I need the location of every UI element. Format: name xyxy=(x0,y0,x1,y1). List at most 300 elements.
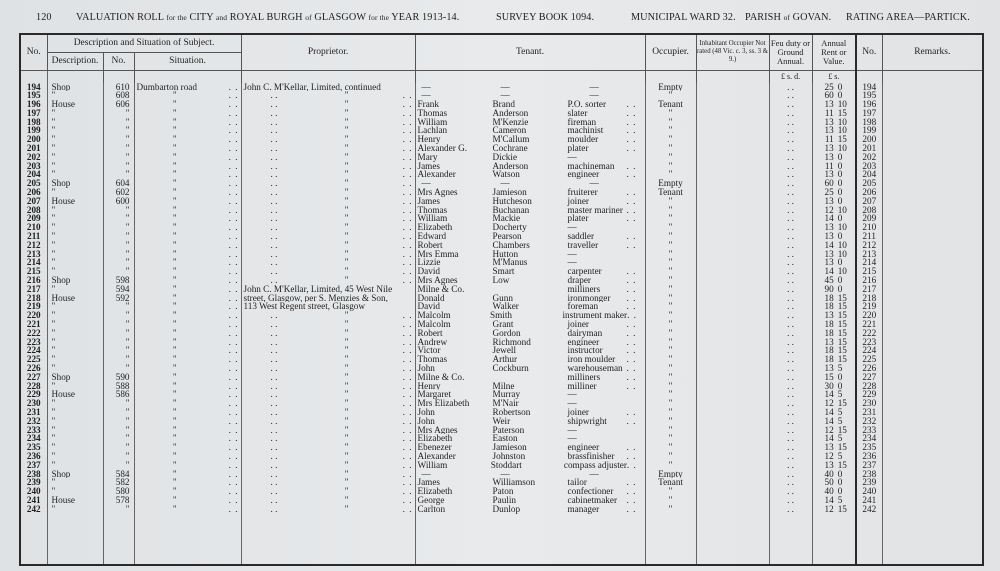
row-number-right: 204 xyxy=(856,170,882,179)
street-number: 606 xyxy=(103,100,134,109)
tenant-occupation: — xyxy=(567,390,577,400)
proprietor-ditto xyxy=(244,329,413,338)
tenant-surname: Dickie xyxy=(492,152,518,162)
tenant-first-name: Thomas xyxy=(417,108,448,118)
row-number: 194 xyxy=(20,83,47,92)
table-row xyxy=(20,496,983,505)
street-number: " xyxy=(103,417,134,426)
occupier: " xyxy=(645,109,696,118)
annual-rent xyxy=(812,162,856,171)
leader-dots: . . xyxy=(228,381,239,391)
tenant-wrap xyxy=(418,426,643,435)
proprietor-ditto xyxy=(244,382,413,391)
annual-rent xyxy=(812,382,856,391)
rent-shillings: 0 xyxy=(837,284,843,294)
rent-wrap xyxy=(813,505,856,514)
row-number-right: 216 xyxy=(856,276,882,285)
street-number: 590 xyxy=(103,373,134,382)
inhabitant-occupier xyxy=(696,311,769,320)
tenant-first-name: Victor xyxy=(417,346,441,356)
table-row xyxy=(20,390,983,399)
tenant-wrap xyxy=(418,197,643,206)
tenant xyxy=(415,91,645,100)
tenant-surname: Hutton xyxy=(492,249,519,259)
leader-dots: . . xyxy=(270,170,278,180)
rent-pounds: 12 xyxy=(824,399,834,408)
leader-dots xyxy=(627,223,643,232)
feu-duty: . . xyxy=(769,153,812,162)
proprietor xyxy=(241,179,415,188)
situation-text: " xyxy=(172,390,177,400)
rent-wrap xyxy=(813,258,856,267)
row-number: 237 xyxy=(20,461,47,470)
proprietor xyxy=(241,373,415,382)
table-row xyxy=(20,100,983,109)
remarks xyxy=(882,417,983,426)
situation-text: Dumbarton road xyxy=(136,82,197,92)
proprietor xyxy=(241,206,415,215)
tenant-occupation: confectioner xyxy=(567,487,614,496)
inhabitant-occupier xyxy=(696,329,769,338)
proprietor-ditto xyxy=(244,470,413,479)
rent-shillings: 10 xyxy=(837,144,847,153)
proprietor xyxy=(241,285,415,294)
feu-duty: . . xyxy=(769,162,812,171)
proprietor-text: John C. M'Kellar, Limited, continued xyxy=(243,82,381,92)
tenant-surname: Richmond xyxy=(492,337,531,347)
inhabitant-occupier xyxy=(696,338,769,347)
tenant-first-name: Edward xyxy=(417,232,447,241)
proprietor xyxy=(241,417,415,426)
leader-dots: . . xyxy=(402,487,413,496)
rent-pounds: 14 xyxy=(824,495,834,505)
situation-text: " xyxy=(172,117,177,127)
proprietor xyxy=(241,505,415,514)
tenant-occupation: saddler xyxy=(567,232,595,241)
row-number-right: 240 xyxy=(856,487,882,496)
inhabitant-occupier xyxy=(696,126,769,135)
occupier: " xyxy=(645,214,696,223)
tenant-occupation: milliners xyxy=(567,372,601,382)
description: House xyxy=(47,496,103,505)
leader-dots: . . xyxy=(626,443,637,452)
tenant-occupation: — xyxy=(567,434,577,444)
annual-rent xyxy=(812,346,856,355)
proprietor-ditto xyxy=(244,126,413,135)
situation xyxy=(134,452,241,461)
leader-dots: . . xyxy=(228,276,239,285)
feu-duty: . . xyxy=(769,100,812,109)
feu-units: £ s. d. xyxy=(769,70,812,83)
description: " xyxy=(47,285,103,294)
occupier: " xyxy=(645,91,696,100)
row-number: 205 xyxy=(20,179,47,188)
leader-dots: . . xyxy=(228,320,239,329)
remarks xyxy=(882,276,983,285)
tenant-wrap xyxy=(418,135,643,144)
rent-wrap xyxy=(813,346,856,355)
ditto-mark: " xyxy=(344,249,349,259)
proprietor xyxy=(241,382,415,391)
leader-dots: . . xyxy=(270,196,278,206)
remarks xyxy=(882,434,983,443)
row-number: 241 xyxy=(20,496,47,505)
row-number-right: 205 xyxy=(856,179,882,188)
rent-shillings: 0 xyxy=(837,372,843,382)
tenant-first-name: Elizabeth xyxy=(417,434,453,444)
leader-dots: . . xyxy=(402,399,413,408)
feu-duty: . . xyxy=(769,470,812,479)
situation xyxy=(134,355,241,364)
rent-shillings: 0 xyxy=(837,214,843,224)
row-number: 222 xyxy=(20,329,47,338)
situation xyxy=(134,206,241,215)
table-row xyxy=(20,144,983,153)
leader-dots: . . xyxy=(270,487,278,496)
street-number: " xyxy=(103,144,134,153)
leader-dots: . . xyxy=(270,91,278,101)
inhabitant-occupier xyxy=(696,399,769,408)
tenant-first-name: William xyxy=(417,117,448,127)
annual-rent xyxy=(812,135,856,144)
tenant-occupation: moulder xyxy=(567,135,599,145)
row-number-right: 207 xyxy=(856,197,882,206)
tenant xyxy=(415,276,645,285)
tenant-wrap xyxy=(418,311,643,320)
situation-text: " xyxy=(172,469,177,479)
row-number-right: 195 xyxy=(856,91,882,100)
row-number: 226 xyxy=(20,364,47,373)
tenant-first-name: Andrew xyxy=(417,337,448,347)
rent-pounds: 50 xyxy=(824,478,834,488)
description: " xyxy=(47,267,103,276)
street-number: " xyxy=(103,118,134,127)
remarks xyxy=(882,223,983,232)
rent-pounds: 18 xyxy=(824,302,834,312)
situation-text: " xyxy=(172,258,177,268)
leader-dots: . . xyxy=(626,381,637,391)
tenant-wrap xyxy=(418,302,643,311)
leader-dots: . . xyxy=(270,188,278,197)
tenant-surname: Murray xyxy=(492,390,521,400)
occupier: " xyxy=(645,258,696,267)
leader-dots: . . xyxy=(270,108,278,118)
street-number: 604 xyxy=(103,179,134,188)
rent-shillings: 0 xyxy=(837,487,843,496)
remarks xyxy=(882,179,983,188)
tenant-first-name: Mrs Agnes xyxy=(417,188,458,197)
description: " xyxy=(47,338,103,347)
rent-wrap xyxy=(813,135,856,144)
row-number: 207 xyxy=(20,197,47,206)
tenant xyxy=(415,329,645,338)
leader-dots: . . xyxy=(626,355,637,364)
table-row xyxy=(20,294,983,303)
rent-shillings: 10 xyxy=(837,117,847,127)
rent-wrap xyxy=(813,170,856,179)
tenant-first-name: John xyxy=(417,416,435,426)
inhabitant-occupier xyxy=(696,91,769,100)
situation xyxy=(134,179,241,188)
tenant xyxy=(415,206,645,215)
feu-duty: . . xyxy=(769,320,812,329)
occupier: " xyxy=(645,241,696,250)
description: " xyxy=(47,426,103,435)
tenant-surname: M'Kenzie xyxy=(492,117,529,127)
tenant-surname: Anderson xyxy=(492,108,529,118)
annual-rent xyxy=(812,294,856,303)
table-row xyxy=(20,399,983,408)
situation-text: " xyxy=(172,337,177,347)
annual-rent xyxy=(812,214,856,223)
proprietor-ditto xyxy=(244,214,413,223)
tenant xyxy=(415,250,645,259)
annual-rent xyxy=(812,364,856,373)
proprietor-text: street, Glasgow, per S. Menzies & Son, xyxy=(243,293,388,303)
leader-dots: . . xyxy=(270,144,278,153)
leader-dots: . . xyxy=(626,407,637,417)
proprietor xyxy=(241,478,415,487)
rent-wrap xyxy=(813,250,856,259)
tenant-wrap xyxy=(418,399,643,408)
row-number-right: 218 xyxy=(856,294,882,303)
leader-dots: . . xyxy=(626,416,637,426)
row-number-right: 234 xyxy=(856,434,882,443)
leader-dots: . . xyxy=(228,161,239,171)
leader-dots: . . xyxy=(626,337,637,347)
situation-text: " xyxy=(172,196,177,206)
table-row xyxy=(20,382,983,391)
leader-dots: . . xyxy=(228,284,239,294)
ditto-mark: " xyxy=(344,425,349,435)
leader-dots: . . xyxy=(402,232,413,241)
tenant-first-name: Robert xyxy=(417,240,443,250)
tenant-first-name: William xyxy=(417,214,448,224)
annual-rent xyxy=(812,496,856,505)
rent-pounds: 13 xyxy=(824,311,834,321)
leader-dots: . . xyxy=(270,337,278,347)
leader-dots: . . xyxy=(228,293,239,303)
feu-duty: . . xyxy=(769,478,812,487)
annual-rent xyxy=(812,452,856,461)
description: " xyxy=(47,461,103,470)
leader-dots: . . xyxy=(626,276,637,285)
feu-duty: . . xyxy=(769,452,812,461)
table-row xyxy=(20,179,983,188)
tenant-occupation: joiner xyxy=(567,196,589,206)
rent-pounds: 18 xyxy=(824,320,834,329)
feu-duty: . . xyxy=(769,197,812,206)
row-number-right: 202 xyxy=(856,153,882,162)
tenant xyxy=(415,232,645,241)
feu-duty: . . xyxy=(769,188,812,197)
tenant-wrap xyxy=(418,206,643,215)
annual-rent xyxy=(812,426,856,435)
leader-dots: . . xyxy=(626,188,637,197)
table-row xyxy=(20,126,983,135)
feu-duty: . . xyxy=(769,373,812,382)
tenant-first-name: Mrs Agnes xyxy=(417,425,458,435)
leader-dots: . . xyxy=(228,355,239,364)
tenant-wrap xyxy=(418,338,643,347)
tenant-wrap xyxy=(418,188,643,197)
leader-dots: . . xyxy=(626,364,637,373)
proprietor-ditto xyxy=(244,417,413,426)
proprietor xyxy=(241,320,415,329)
page-number: 120 xyxy=(36,12,52,23)
rent-wrap xyxy=(813,294,856,303)
tenant xyxy=(415,505,645,514)
feu-duty: . . xyxy=(769,135,812,144)
proprietor-ditto xyxy=(244,170,413,179)
rent-shillings: 5 xyxy=(837,416,843,426)
tenant-surname: Buchanan xyxy=(492,205,530,215)
description: " xyxy=(47,258,103,267)
annual-rent xyxy=(812,206,856,215)
col-occupier: Occupier. xyxy=(645,34,696,70)
leader-dots: . . xyxy=(228,399,239,408)
proprietor xyxy=(241,487,415,496)
annual-rent xyxy=(812,487,856,496)
tenant xyxy=(415,126,645,135)
rent-shillings: 10 xyxy=(837,100,847,109)
situation xyxy=(134,470,241,479)
rent-shillings: 15 xyxy=(837,355,847,364)
rent-wrap xyxy=(813,118,856,127)
tenant-surname: Jamieson xyxy=(492,188,527,197)
ditto-mark: " xyxy=(344,504,349,514)
leader-dots: . . xyxy=(402,425,413,435)
leader-dots: . . xyxy=(402,416,413,426)
tenant xyxy=(415,487,645,496)
tenant-first-name: Malcolm xyxy=(417,320,451,329)
street-number: " xyxy=(103,109,134,118)
tenant xyxy=(415,443,645,452)
rent-wrap xyxy=(813,285,856,294)
leader-dots: . . xyxy=(402,91,413,101)
col-annual-rent: Annual Rent or Value. xyxy=(812,34,856,70)
situation xyxy=(134,399,241,408)
row-number-right: 209 xyxy=(856,214,882,223)
annual-rent xyxy=(812,109,856,118)
description: " xyxy=(47,487,103,496)
ditto-mark: " xyxy=(344,267,349,277)
tenant-occupation: machinist xyxy=(567,126,604,136)
row-number-right: 208 xyxy=(856,206,882,215)
feu-duty: . . xyxy=(769,382,812,391)
tenant xyxy=(415,258,645,267)
rent-wrap xyxy=(813,144,856,153)
row-number: 233 xyxy=(20,426,47,435)
feu-duty: . . xyxy=(769,91,812,100)
table-row xyxy=(20,417,983,426)
inhabitant-occupier xyxy=(696,188,769,197)
rent-wrap xyxy=(813,478,856,487)
rent-shillings: 5 xyxy=(837,434,843,444)
leader-dots: . . xyxy=(626,302,637,312)
street-number: " xyxy=(103,426,134,435)
tenant-occupation: warehouseman xyxy=(567,364,623,373)
situation-text: " xyxy=(172,214,177,224)
leader-dots: . . xyxy=(626,372,637,382)
leader-dots: . . xyxy=(270,100,278,109)
rent-wrap xyxy=(813,408,856,417)
rent-shillings: 0 xyxy=(837,161,843,171)
rent-wrap xyxy=(813,109,856,118)
situation xyxy=(134,408,241,417)
inhabitant-occupier xyxy=(696,294,769,303)
rent-shillings: 10 xyxy=(837,240,847,250)
tenant-surname: Gunn xyxy=(492,293,513,303)
tenant-occupation: engineer xyxy=(567,337,600,347)
description: " xyxy=(47,320,103,329)
remarks xyxy=(882,197,983,206)
col-number: No. xyxy=(103,52,134,70)
situation xyxy=(134,170,241,179)
table-row xyxy=(20,434,983,443)
tenant-first-name: Elizabeth xyxy=(417,487,453,496)
ditto-mark: " xyxy=(344,487,349,496)
leader-dots: . . xyxy=(228,267,239,277)
leader-dots: . . xyxy=(270,469,278,479)
leader-dots: . . xyxy=(402,311,413,321)
rent-wrap xyxy=(813,452,856,461)
table-row xyxy=(20,241,983,250)
ditto-mark: " xyxy=(344,205,349,215)
rent-wrap xyxy=(813,214,856,223)
rent-shillings: 0 xyxy=(837,196,843,206)
tenant-surname: Robertson xyxy=(492,407,531,417)
street-number: " xyxy=(103,434,134,443)
ditto-mark: " xyxy=(344,311,349,321)
tenant-first-name: Mrs Emma xyxy=(417,249,459,259)
occupier: " xyxy=(645,311,696,320)
inhabitant-occupier xyxy=(696,355,769,364)
feu-duty: . . xyxy=(769,109,812,118)
row-number-right: 235 xyxy=(856,443,882,452)
street-number: 582 xyxy=(103,478,134,487)
row-number: 214 xyxy=(20,258,47,267)
row-number: 221 xyxy=(20,320,47,329)
leader-dots: . . xyxy=(228,152,239,162)
rent-shillings: 5 xyxy=(837,495,843,505)
situation-text: " xyxy=(172,328,177,338)
table-row xyxy=(20,214,983,223)
remarks xyxy=(882,329,983,338)
row-number-right: 227 xyxy=(856,373,882,382)
rent-shillings: 5 xyxy=(837,407,843,417)
leader-dots: . . xyxy=(402,504,413,514)
situation xyxy=(134,276,241,285)
annual-rent xyxy=(812,373,856,382)
leader-dots: . . xyxy=(626,346,637,356)
annual-rent xyxy=(812,302,856,311)
tenant-occupation: draper xyxy=(567,276,591,285)
feu-duty: . . xyxy=(769,390,812,399)
ditto-mark: " xyxy=(344,372,349,382)
occupier: Tenant xyxy=(645,100,696,109)
leader-dots: . . xyxy=(228,179,239,189)
proprietor-ditto xyxy=(244,197,413,206)
proprietor-ditto xyxy=(244,355,413,364)
tenant-first-name: William xyxy=(417,460,448,470)
tenant-first-name: Henry xyxy=(417,135,441,145)
row-number-right: 214 xyxy=(856,258,882,267)
ditto-mark: " xyxy=(344,416,349,426)
rent-wrap xyxy=(813,338,856,347)
street-number: " xyxy=(103,214,134,223)
table-row xyxy=(20,258,983,267)
